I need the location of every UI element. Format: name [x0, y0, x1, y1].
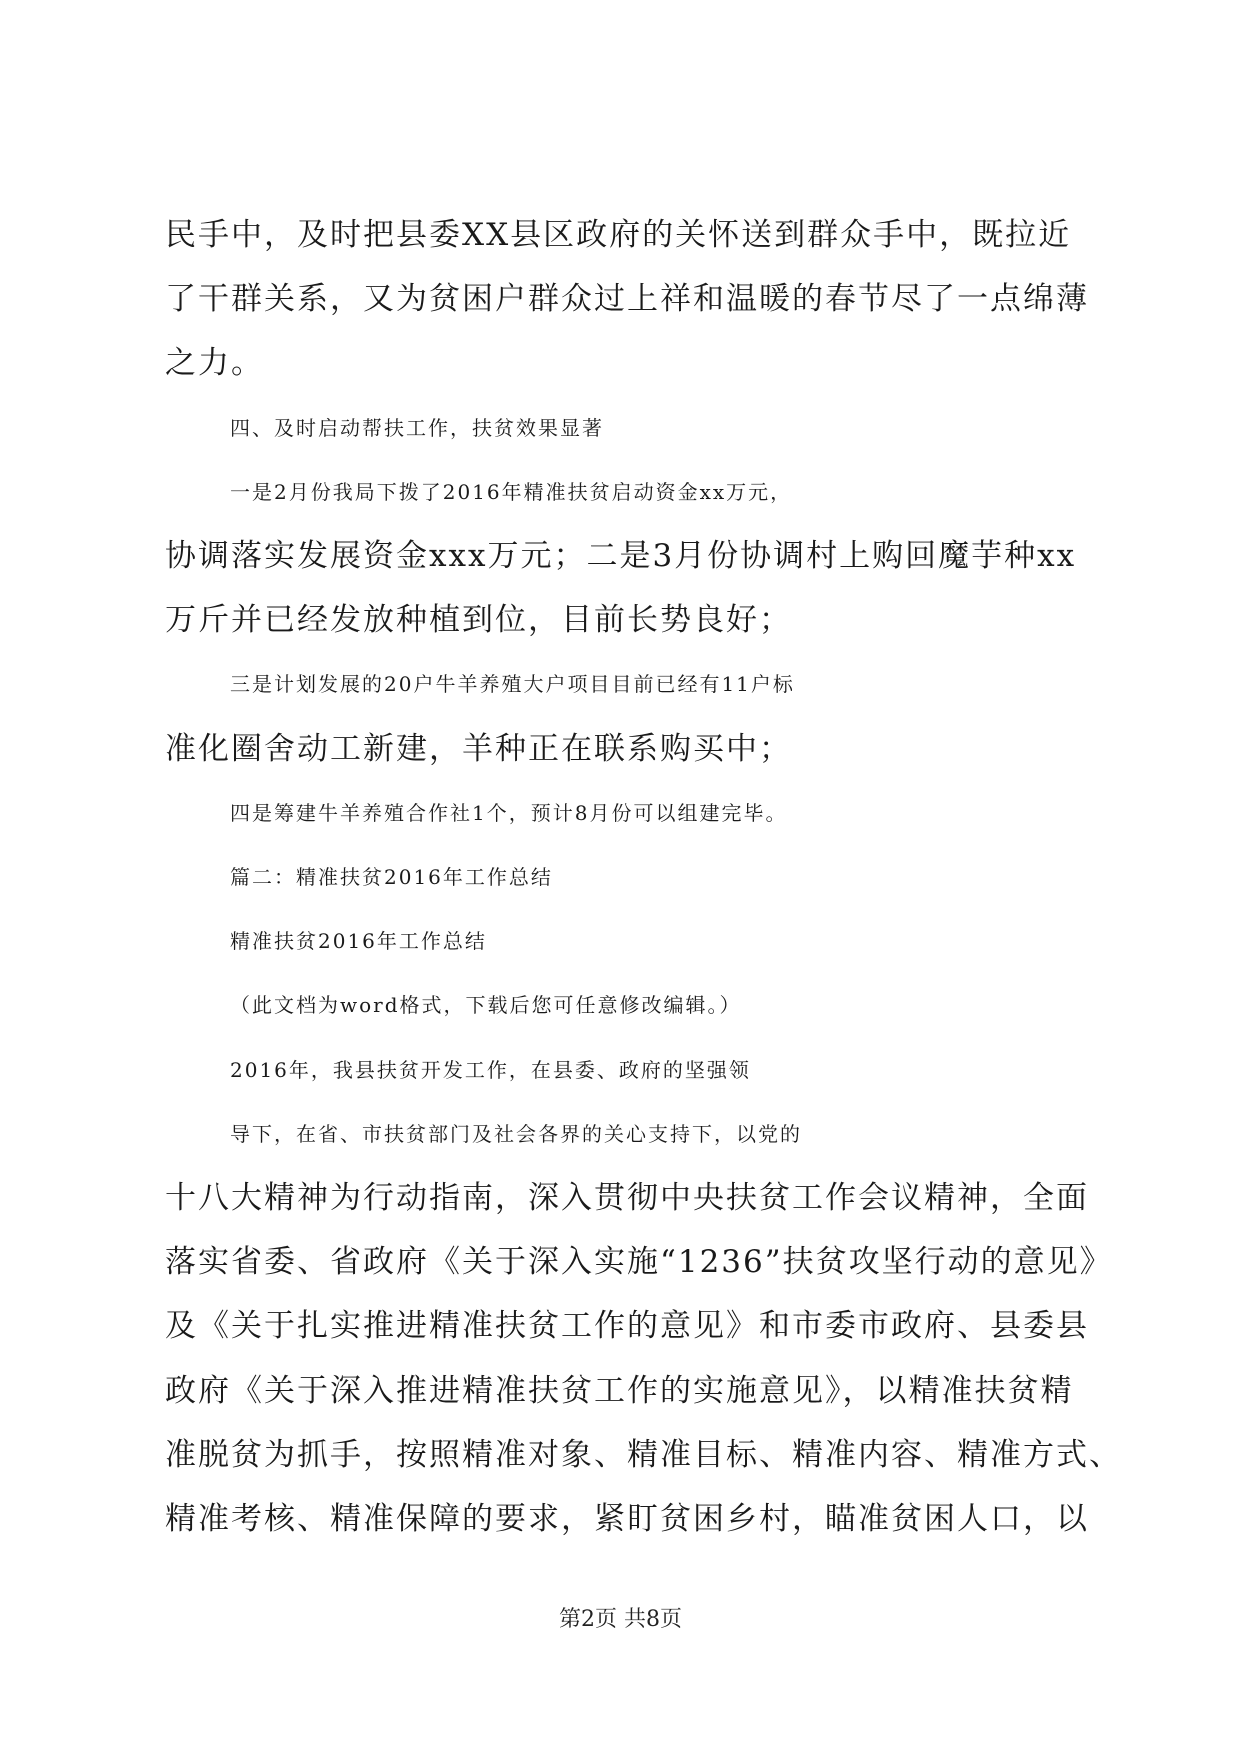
- text-line: 准化圈舍动工新建，羊种正在联系购买中；: [165, 731, 792, 767]
- text-line: 政府《关于深入推进精准扶贫工作的实施意见》，以精准扶贫精: [165, 1373, 1074, 1409]
- text-line: 了干群关系，又为贫困户群众过上祥和温暖的春节尽了一点绵薄: [165, 281, 1089, 317]
- text-line: 落实省委、省政府《关于深入实施“1236”扶贫攻坚行动的意见》: [165, 1244, 1113, 1280]
- text-line: 精准扶贫2016年工作总结: [230, 929, 487, 953]
- text-line: 准脱贫为抓手，按照精准对象、精准目标、精准内容、精准方式、: [165, 1437, 1122, 1473]
- text-line: 精准考核、精准保障的要求，紧盯贫困乡村，瞄准贫困人口，以: [165, 1501, 1089, 1537]
- text-line: 篇二：精准扶贫2016年工作总结: [230, 865, 553, 889]
- text-line: 2016年，我县扶贫开发工作，在县委、政府的坚强领: [230, 1058, 751, 1082]
- text-line: 三是计划发展的20户牛羊养殖大户项目目前已经有11户标: [230, 672, 795, 696]
- text-line: 四是筹建牛羊养殖合作社1个，预计8月份可以组建完毕。: [230, 801, 788, 825]
- text-line: 一是2月份我局下拨了2016年精准扶贫启动资金xx万元，: [230, 480, 793, 504]
- text-line: 之力。: [165, 345, 264, 381]
- text-line: 万斤并已经发放种植到位，目前长势良好；: [165, 602, 792, 638]
- text-line: 四、及时启动帮扶工作，扶贫效果显著: [230, 416, 604, 440]
- text-line: 及《关于扎实推进精准扶贫工作的意见》和市委市政府、县委县: [165, 1308, 1089, 1344]
- text-line: 民手中，及时把县委XX县区政府的关怀送到群众手中，既拉近: [165, 217, 1072, 253]
- text-line: （此文档为word格式，下载后您可任意修改编辑。）: [230, 993, 742, 1017]
- text-line: 协调落实发展资金xxx万元；二是3月份协调村上购回魔芋种xx: [165, 538, 1077, 574]
- page-footer: 第2页 共8页: [559, 1607, 682, 1632]
- text-line: 十八大精神为行动指南，深入贯彻中央扶贫工作会议精神，全面: [165, 1180, 1089, 1216]
- text-line: 导下，在省、市扶贫部门及社会各界的关心支持下，以党的: [230, 1122, 802, 1146]
